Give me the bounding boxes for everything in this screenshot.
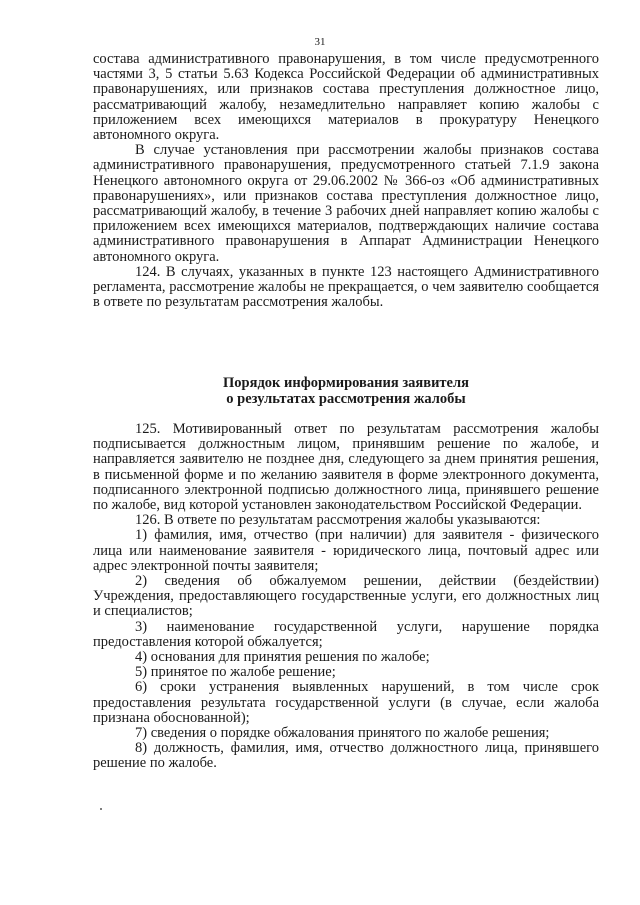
text-block-top bbox=[93, 52, 599, 310]
text-block-bottom bbox=[93, 422, 599, 772]
list-item-2: 2) сведения об обжалуемом решении, действии (бездействии) Учреждения, предоставляющего государственные услуги, его должностных лиц и специалистов; bbox=[93, 573, 599, 620]
scan-speck bbox=[100, 808, 102, 810]
list-item-7: 7) сведения о порядке обжалования принятого по жалобе решения; bbox=[135, 725, 550, 742]
paragraph-126: 126. В ответе по результатам рассмотрения жалобы указываются: bbox=[135, 512, 541, 529]
list-item-3: 3) наименование государственной услуги, нарушение порядка предоставления которой обжалуется; bbox=[93, 618, 599, 650]
list-item-8: 8) должность, фамилия, имя, отчество должностного лица, принявшего решение по жалобе. bbox=[93, 740, 599, 772]
paragraph-violation-case: В случае установления при рассмотрении жалобы признаков состава административного правонарушения, предусмотренного статьей 7.1.9 закона Ненецкого автономного округа от 29.06.2002 № 366-оз «Об административных правонарушениях», или признаков состава преступления должностное лицо, рассматривающий жалобу, в течение 3 рабочих дней направляет копию жалобы с приложением всех имеющихся материалов, подтверждающих наличие состава административного правонарушения в Аппарат Администрации Ненецкого автономного округа. bbox=[93, 142, 599, 265]
heading-line-2: о результатах рассмотрения жалобы bbox=[226, 391, 466, 407]
list-item-4: 4) основания для принятия решения по жалобе; bbox=[135, 649, 430, 666]
list-item-6: 6) сроки устранения выявленных нарушений, в том числе срок предоставления результата государственной услуги (в случае, если жалоба признана обоснованной); bbox=[93, 679, 599, 726]
paragraph-125: 125. Мотивированный ответ по результатам рассмотрения жалобы подписывается должностным лицом, принявшим решение по жалобе, и направляется заявителю не позднее дня, следующего за днем принятия решения, в письменной форме и по желанию заявителя в форме электронного документа, подписанного электронной подписью должностного лица, принявшего решение по жалобе, вид которой установлен законодательством Российской Федерации. bbox=[93, 421, 599, 514]
heading-line-1: Порядок информирования заявителя bbox=[223, 375, 469, 391]
section-heading bbox=[93, 375, 599, 407]
paragraph-continuation: состава административного правонарушения, в том числе предусмотренного частями 3, 5 статьи 5.63 Кодекса Российской Федерации об административных правонарушениях, или признаков состава преступления должностное лицо, рассматривающий жалобу, незамедлительно направляет копию жалобы с приложением всех имеющихся материалов в прокуратуру Ненецкого автономного округа. bbox=[93, 51, 599, 144]
list-item-5: 5) принятое по жалобе решение; bbox=[135, 664, 336, 681]
list-item-1: 1) фамилия, имя, отчество (при наличии) для заявителя - физического лица или наименование заявителя - юридического лица, почтовый адрес или адрес электронной почты заявителя; bbox=[93, 527, 599, 574]
page-number: 31 bbox=[314, 36, 326, 48]
paragraph-124: 124. В случаях, указанных в пункте 123 настоящего Административного регламента, рассмотрение жалобы не прекращается, о чем заявителю сообщается в ответе по результатам рассмотрения жалобы. bbox=[93, 263, 599, 311]
